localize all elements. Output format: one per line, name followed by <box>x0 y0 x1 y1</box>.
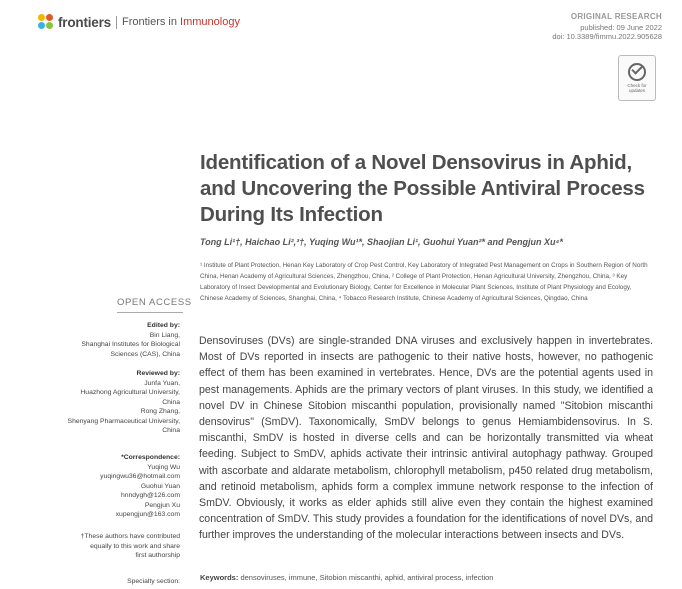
contact-email[interactable]: xupengjun@163.com <box>115 511 180 518</box>
reviewed-by-label: Reviewed by: <box>136 370 180 377</box>
keywords-line <box>200 573 493 582</box>
reviewer-name[interactable]: Junfa Yuan, <box>144 379 180 387</box>
reviewer-affiliation-line: China <box>162 398 180 406</box>
reviewer-name[interactable]: Rong Zhang, <box>140 408 180 415</box>
check-icon <box>628 63 646 81</box>
published-date: published: 09 June 2022 <box>580 23 662 32</box>
equal-contribution-note: †These authors have contributed equally to this work and share first authorship <box>80 533 180 559</box>
logo-divider <box>116 16 117 29</box>
editor-name[interactable]: Bin Liang, <box>149 331 180 339</box>
open-access-label: OPEN ACCESS <box>117 297 192 308</box>
editor-affiliation-line: Shanghai Institutes for Biological <box>81 341 180 348</box>
keywords-label: Keywords: <box>200 573 239 582</box>
affiliations: ¹ Institute of Plant Protection, Henan Key Laboratory of Crop Pest Control, Key Laboratory of Integrated Pest Management on Crops in Southern Region of North China, Henan Academy of Agricultural Sciences, Zhengzhou, China, ² College of Plant Protection, Henan Agricultural University, Zhengzhou, China, ³ Key Laboratory of Insect Developmental and Evolutionary Biology, Center for Excellence in Molecular Plant Sciences, Institute of Plant Physiology and Ecology, Chinese Academy of Sciences, Shanghai, China, ⁴ Tobacco Research Institute, Chinese Academy of Agricultural Sciences, Qingdao, China <box>200 262 648 302</box>
check-badge-text: Check for updates <box>627 83 647 93</box>
contact-email[interactable]: yuqingwu36@hotmail.com <box>100 473 180 480</box>
reviewers-block <box>68 369 180 436</box>
doi-link[interactable]: doi: 10.3389/fimmu.2022.905628 <box>552 32 662 41</box>
reviewer-affiliation-line: China <box>162 427 180 434</box>
brand-name: frontiers <box>58 14 111 30</box>
frontiers-logo[interactable] <box>38 12 240 32</box>
correspondence-label: *Correspondence: <box>121 454 180 461</box>
author-list[interactable]: Tong Li¹†, Haichao Li²,³†, Yuqing Wu¹*, Shaojian Li¹, Guohui Yuan²* and Pengjun Xu⁴* <box>200 237 563 247</box>
editor-affiliation-line: Sciences (CAS), China <box>110 350 180 358</box>
edited-by-label: Edited by: <box>147 322 180 329</box>
contact-name: Pengjun Xu <box>144 501 180 509</box>
reviewer-affiliation-line: Shenyang Pharmaceutical University, <box>67 417 180 425</box>
reviewer-affiliation-line: Huazhong Agricultural University, <box>80 389 180 396</box>
open-access-divider <box>117 312 183 313</box>
journal-name: Frontiers in Immunology <box>121 16 240 28</box>
editor-block <box>81 321 180 359</box>
article-type: ORIGINAL RESEARCH <box>570 12 662 21</box>
keywords-list: densoviruses, immune, Sitobion miscanthi, aphid, antiviral process, infection <box>240 573 494 582</box>
correspondence-block <box>100 453 180 520</box>
frontiers-logo-icon <box>38 14 54 30</box>
check-for-updates-badge[interactable] <box>618 55 656 101</box>
contact-email[interactable]: hnndygh@126.com <box>120 492 180 499</box>
contact-name: Yuqing Wu <box>147 463 180 471</box>
contact-name: Guohui Yuan <box>140 482 180 490</box>
specialty-section-label: Specialty section: <box>127 578 180 585</box>
abstract-text: Densoviruses (DVs) are single-stranded DNA viruses and exclusively happen in invertebrates. Most of DVs reported in insects are pathogenic to their native hosts, however, no pathogenic effect of them has been examined in vertebrates. Hence, DVs are the potential agents used in pest managements. Aphids are the primary vectors of plant viruses. In this study, we identified a novel DV in Chinese Sitobion miscanthi population, provisionally named "Sitobion miscanthi densovirus" (SmDV). Taxonomically, SmDV belongs to genus Hemiambidensovirus. In S. miscanthi, SmDV is hosted in diverse cells and can be horizontally transmitted via wheat feeding. Subject to SmDV, aphids activate their intrinsic antiviral autophagy pathway. Grouped with ascorbate and aldarate metabolism, chlorophyll metabolism, p450 related drug metabolism, and retinoid metabolism, aphids form a complex immune network response to the infection of SmDV. Obviously, it works as elder aphids still alive even they contain the highest examined concentration of SmDV. This study provides a foundation for the identifications of novel DVs, and further improves the understanding of the molecular interactions between insects and DVs. <box>199 335 653 542</box>
article-title: Identification of a Novel Densovirus in Aphid, and Uncovering the Possible Antiviral Process During Its Infection <box>200 151 645 226</box>
